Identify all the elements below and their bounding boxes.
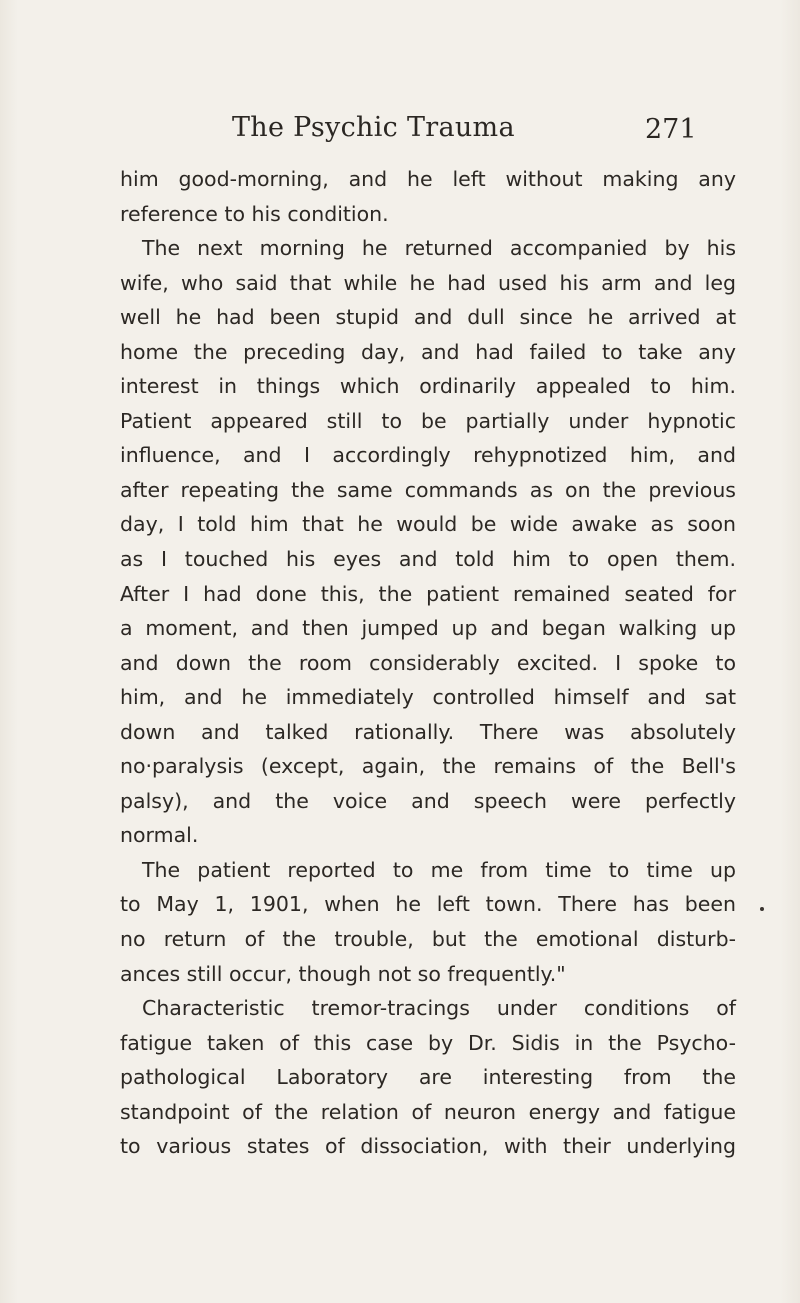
text-line: him good-morning, and he left without making any bbox=[120, 167, 736, 191]
running-title: The Psychic Trauma bbox=[232, 112, 515, 143]
text-line: down and talked rationally. There was absolutely bbox=[120, 719, 736, 744]
text-line: The next morning he returned accompanied by his bbox=[142, 236, 736, 261]
text-line: Characteristic tremor-tracings under conditions of bbox=[142, 996, 736, 1021]
text-line: standpoint of the relation of neuron energy and fatigue bbox=[120, 1099, 736, 1124]
text-line: pathological Laboratory are interesting from the bbox=[120, 1065, 736, 1090]
text-line: after repeating the same commands as on the previous bbox=[120, 477, 736, 502]
text-line: fatigue taken of this case by Dr. Sidis in the Psycho- bbox=[120, 1030, 736, 1055]
text-line: The patient reported to me from time to time up bbox=[142, 857, 736, 882]
text-line: reference to his condition. bbox=[120, 201, 389, 226]
text-line: well he had been stupid and dull since he arrived at bbox=[120, 305, 736, 330]
text-line: to various states of dissociation, with their underlying bbox=[120, 1134, 736, 1159]
page-header bbox=[0, 112, 800, 152]
text-line: After I had done this, the patient remained seated for bbox=[120, 581, 736, 606]
text-line: a moment, and then jumped up and began walking up bbox=[120, 616, 736, 641]
page-number: 271 bbox=[645, 114, 697, 145]
text-line: as I touched his eyes and told him to open them. bbox=[120, 547, 736, 572]
text-line: palsy), and the voice and speech were perfectly bbox=[120, 788, 736, 813]
body-text bbox=[120, 162, 736, 1164]
text-line: day, I told him that he would be wide awake as soon bbox=[120, 512, 736, 537]
text-line: no return of the trouble, but the emotional disturb- bbox=[120, 927, 736, 952]
text-line: no·paralysis (except, again, the remains of the Bell's bbox=[120, 754, 736, 779]
text-line: influence, and I accordingly rehypnotized him, and bbox=[120, 443, 736, 468]
margin-speck bbox=[760, 907, 764, 911]
text-line: ances still occur, though not so frequently." bbox=[120, 961, 566, 986]
text-line: and down the room considerably excited. I spoke to bbox=[120, 650, 736, 675]
text-line: interest in things which ordinarily appealed to him. bbox=[120, 374, 736, 399]
text-line: home the preceding day, and had failed to take any bbox=[120, 339, 736, 364]
text-line: normal. bbox=[120, 823, 199, 848]
text-line: wife, who said that while he had used his arm and leg bbox=[120, 270, 736, 295]
text-line: to May 1, 1901, when he left town. There has been bbox=[120, 892, 736, 917]
text-line: him, and he immediately controlled himself and sat bbox=[120, 685, 736, 710]
text-line: Patient appeared still to be partially under hypnotic bbox=[120, 408, 736, 433]
